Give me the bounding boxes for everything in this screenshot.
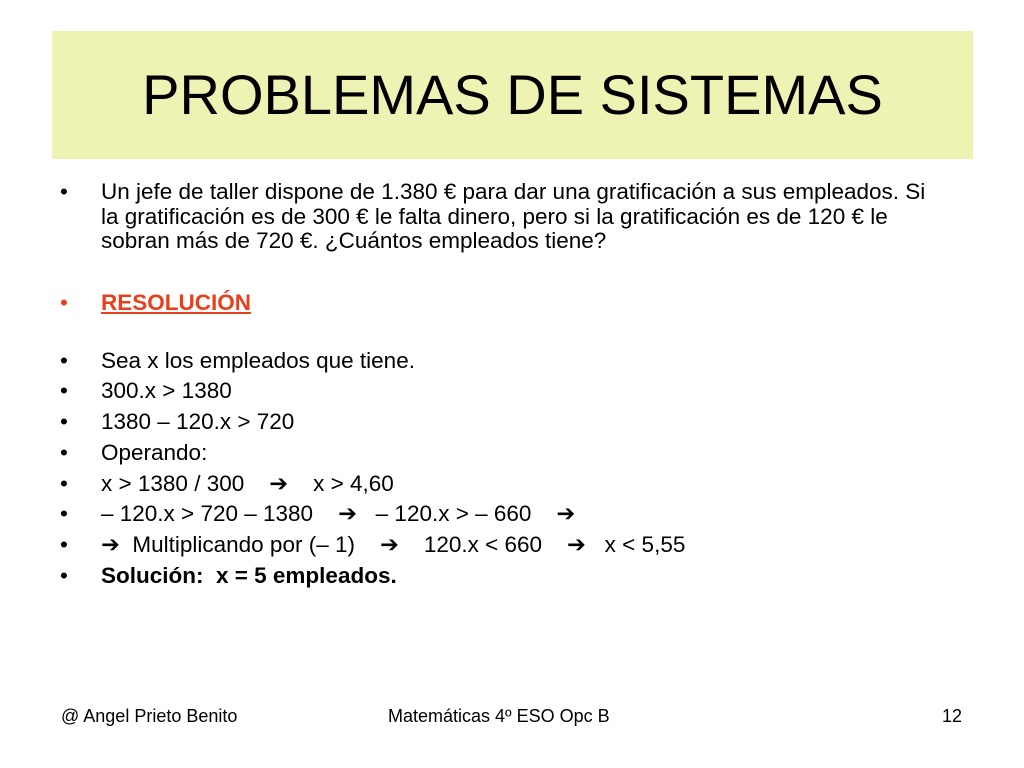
step-text: x > 1380 / 300 ➔ x > 4,60 bbox=[101, 470, 394, 496]
solution-item bbox=[60, 561, 940, 592]
step-text: ➔ Multiplicando por (– 1) ➔ 120.x < 660 ➔ x < 5,55 bbox=[101, 532, 686, 558]
list-item bbox=[60, 469, 940, 500]
bullet-icon: • bbox=[60, 347, 68, 373]
bullet-icon: • bbox=[60, 563, 68, 589]
bullet-icon: • bbox=[60, 289, 68, 315]
bullet-list bbox=[60, 180, 940, 592]
footer-page-number: 12 bbox=[941, 706, 962, 726]
solution-text: Solución: x = 5 empleados. bbox=[101, 563, 397, 589]
slide-title: PROBLEMAS DE SISTEMAS bbox=[142, 63, 883, 126]
step-text: 1380 – 120.x > 720 bbox=[101, 409, 295, 435]
step-text: Sea x los empleados que tiene. bbox=[101, 347, 415, 373]
step-text: 300.x > 1380 bbox=[101, 378, 232, 404]
problem-text: Un jefe de taller dispone de 1.380 € para dar una gratificación a sus empleados. Si la gratificación es de 300 € le falta dinero, pero si la gratificación es de 120 € le sobran más de 720 €. ¿Cuántos empleados tiene? bbox=[101, 179, 926, 253]
bullet-icon: • bbox=[60, 179, 68, 204]
bullet-icon: • bbox=[60, 470, 68, 496]
bullet-icon: • bbox=[60, 501, 68, 527]
title-banner bbox=[52, 31, 973, 159]
list-item bbox=[60, 438, 940, 469]
bullet-icon: • bbox=[60, 378, 68, 404]
footer-author: @ Angel Prieto Benito bbox=[61, 706, 238, 726]
list-item bbox=[60, 530, 940, 561]
resolution-heading bbox=[60, 288, 940, 318]
resolution-text: RESOLUCIÓN bbox=[101, 289, 252, 315]
list-item bbox=[60, 376, 940, 407]
step-text: – 120.x > 720 – 1380 ➔ – 120.x > – 660 ➔ bbox=[101, 501, 576, 527]
list-item bbox=[60, 407, 940, 438]
bullet-icon: • bbox=[60, 439, 68, 465]
bullet-icon: • bbox=[60, 532, 68, 558]
step-text: Operando: bbox=[101, 439, 208, 465]
list-item bbox=[60, 346, 940, 377]
problem-statement bbox=[60, 180, 940, 254]
footer-course: Matemáticas 4º ESO Opc B bbox=[388, 706, 610, 726]
bullet-icon: • bbox=[60, 409, 68, 435]
list-item bbox=[60, 499, 940, 530]
